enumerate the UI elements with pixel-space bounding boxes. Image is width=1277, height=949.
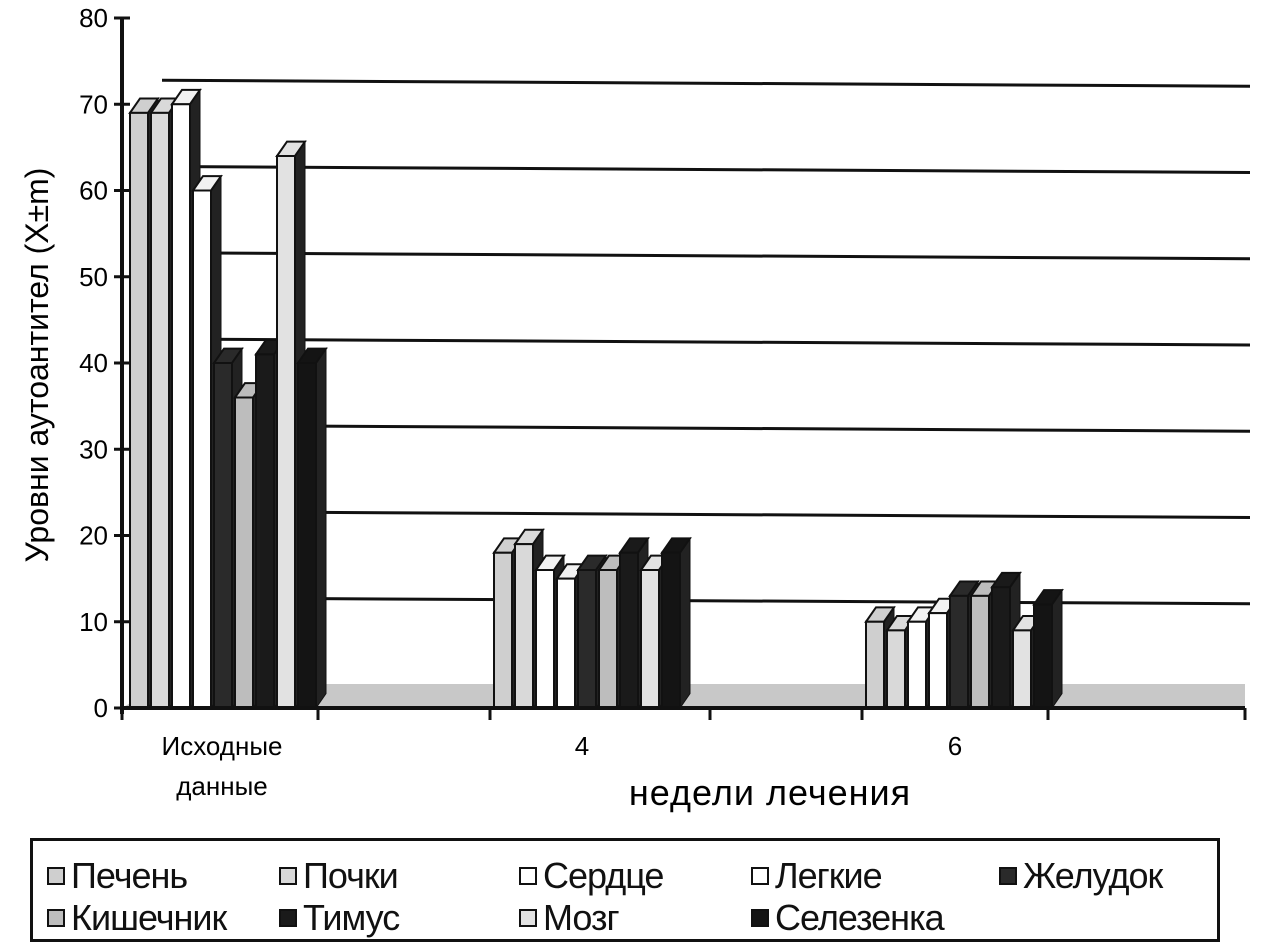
gridline — [162, 253, 1250, 259]
bar — [193, 191, 211, 709]
legend-item — [999, 855, 1162, 897]
legend-label: Тимус — [303, 897, 400, 938]
bar — [929, 613, 947, 708]
y-tick-label: 80 — [79, 3, 108, 33]
y-tick-label: 60 — [79, 175, 108, 206]
bar — [641, 570, 659, 708]
legend-label: Сердце — [543, 855, 664, 896]
x-tick-label: Исходные — [161, 731, 283, 761]
bar — [515, 544, 533, 708]
y-tick-label: 30 — [79, 434, 108, 465]
bar — [214, 363, 232, 708]
bar — [908, 622, 926, 708]
bar — [599, 570, 617, 708]
legend-swatch — [47, 909, 65, 927]
x-axis-label: недели лечения — [628, 772, 912, 813]
bar — [557, 579, 575, 708]
bar — [130, 113, 148, 708]
legend-item — [751, 855, 882, 897]
bar — [866, 622, 884, 708]
legend-swatch — [999, 867, 1017, 885]
legend-item — [751, 897, 944, 939]
legend-label: Легкие — [775, 855, 882, 896]
bar — [887, 630, 905, 708]
legend-swatch — [279, 909, 297, 927]
y-tick-label: 70 — [79, 89, 108, 120]
y-axis-label: Уровни аутоантител (X±m) — [19, 167, 55, 563]
y-tick-label: 20 — [79, 520, 108, 551]
bar — [1034, 605, 1052, 709]
x-tick-label: 4 — [574, 731, 590, 761]
bar — [494, 553, 512, 708]
x-tick-label: данные — [176, 771, 268, 801]
bar — [151, 113, 169, 708]
bar — [950, 596, 968, 708]
legend-label: Мозг — [543, 897, 619, 938]
legend — [30, 838, 1220, 942]
gridline — [162, 80, 1250, 86]
y-tick-label: 0 — [93, 693, 108, 723]
bar-side — [680, 538, 690, 708]
y-tick-label: 10 — [79, 606, 108, 637]
gridline — [162, 167, 1250, 173]
bars — [130, 90, 1062, 708]
legend-swatch — [279, 867, 297, 885]
bar — [235, 398, 253, 709]
legend-item — [279, 855, 398, 897]
legend-swatch — [751, 867, 769, 885]
legend-label: Желудок — [1023, 855, 1163, 896]
bar — [620, 553, 638, 708]
bar — [1013, 630, 1031, 708]
legend-swatch — [519, 867, 537, 885]
bar — [172, 104, 190, 708]
bar — [971, 596, 989, 708]
legend-label: Печень — [71, 855, 188, 896]
bar — [256, 354, 274, 708]
legend-item — [47, 897, 226, 939]
bar — [992, 587, 1010, 708]
bar-side — [316, 349, 326, 708]
legend-item — [279, 897, 399, 939]
y-tick-label: 40 — [79, 348, 108, 378]
legend-item — [519, 855, 663, 897]
bar — [662, 553, 680, 708]
bar — [298, 363, 316, 708]
y-tick-label: 50 — [79, 261, 108, 292]
bar — [536, 570, 554, 708]
bar-side — [1052, 590, 1062, 708]
legend-swatch — [751, 909, 769, 927]
bar — [578, 570, 596, 708]
gridline — [162, 339, 1250, 345]
legend-item — [47, 855, 187, 897]
legend-item — [519, 897, 619, 939]
x-tick-label: 6 — [947, 731, 963, 761]
legend-label: Кишечник — [71, 897, 227, 938]
legend-label: Селезенка — [775, 897, 944, 938]
bar — [277, 156, 295, 708]
legend-swatch — [47, 867, 65, 885]
legend-label: Почки — [303, 855, 398, 896]
legend-swatch — [519, 909, 537, 927]
